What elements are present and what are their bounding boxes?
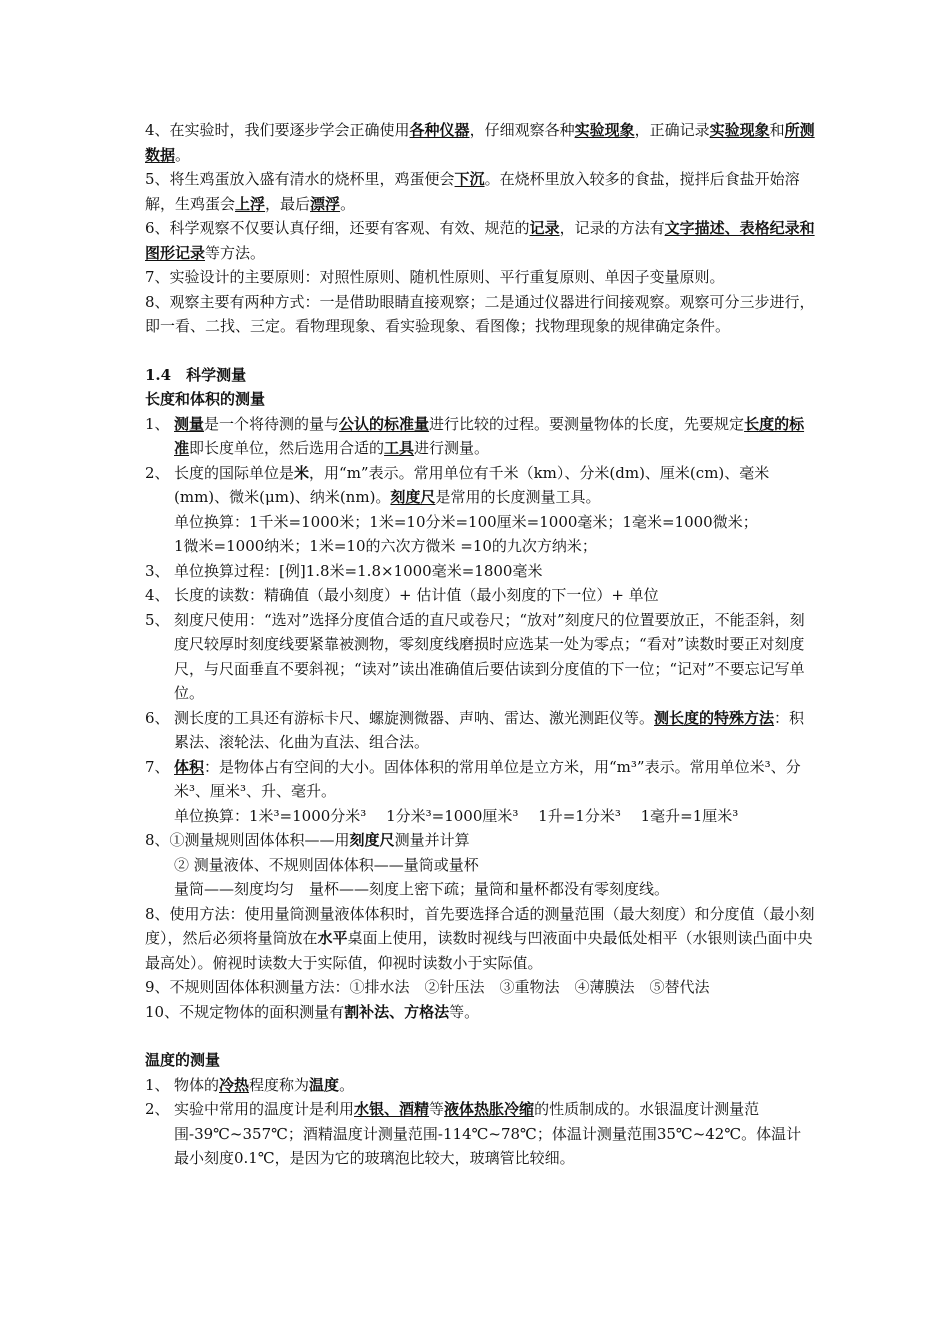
sub-line: 量筒——刻度均匀 量杯——刻度上密下疏；量筒和量杯都没有零刻度线。: [174, 880, 670, 898]
item-number: 6、: [145, 708, 170, 727]
text: 测量并计算: [394, 831, 470, 849]
text: 长度的国际单位是: [174, 463, 295, 482]
document-page: [145, 118, 815, 1171]
text: 和: [769, 121, 785, 139]
text: 即长度单位，然后选用合适的: [189, 439, 385, 457]
list-item: [145, 412, 815, 461]
text: 10、不规定物体的面积测量有: [145, 1002, 345, 1021]
text: 是常用的长度测量工具。: [435, 488, 601, 506]
text: 长度的读数：精确值（最小刻度）+ 估计值（最小刻度的下一位）+ 单位: [174, 586, 659, 604]
keyword: 上浮: [235, 194, 266, 213]
text: ：积累法、滚轮法、化曲为直法、组合法。: [174, 708, 805, 751]
keyword: 各种仪器: [409, 121, 470, 139]
item-number: 2、: [145, 1100, 170, 1118]
keyword: 冷热: [219, 1075, 250, 1094]
list-item: [145, 706, 815, 755]
keyword: 温度: [309, 1075, 340, 1094]
list-item: [145, 755, 815, 804]
text: 进行测量。: [414, 439, 490, 457]
text: 桌面上使用，读数时视线与凹液面中央最低处相平（水银则读凸面中央最高处）。俯视时读数大于实际值，仰视时读数小于实际值。: [145, 929, 813, 972]
item-number: 3、: [145, 561, 170, 580]
text: 8、①测量规则固体体积——用: [145, 831, 350, 849]
paragraph-7: 7、实验设计的主要原则：对照性原则、随机性原则、平行重复原则、单因子变量原则。: [145, 268, 725, 286]
section-heading: 1.4 科学测量: [145, 365, 247, 384]
keyword: 测长度的特殊方法: [654, 708, 775, 727]
paragraph-usage: [145, 902, 815, 976]
text: ，用“m”表示。常用单位有千米（km）、分米(dm)、厘米(cm)、毫米(mm)、微米(μm)、纳米(nm)。: [174, 463, 770, 506]
text: 测长度的工具还有游标卡尺、螺旋测微器、声呐、雷达、激光测距仪等。: [174, 708, 655, 727]
paragraph-volume-measure: [145, 828, 815, 853]
list-item: [145, 559, 815, 584]
sub-line: ② 测量液体、不规则固体体积——量筒或量杯: [174, 855, 479, 874]
keyword: 刻度尺: [390, 488, 436, 506]
text: 8、使用方法：使用量筒测量液体体积时，首先要选择合适的测量范围（最大刻度）和分度值（最小刻度），然后必须将量筒放在: [145, 904, 815, 947]
keyword: 测量: [174, 414, 205, 433]
paragraph-area: [145, 1000, 815, 1025]
text: 4、在实验时，我们要逐步学会正确使用: [145, 121, 410, 139]
text: 。: [339, 1075, 355, 1094]
text: ，正确记录: [634, 121, 710, 139]
keyword: 体积: [174, 757, 205, 776]
keyword: 所测数据: [145, 121, 815, 164]
text: ，仔细观察各种: [469, 121, 575, 139]
list-item: [145, 608, 815, 706]
text: 5、将生鸡蛋放入盛有清水的烧杯里，鸡蛋便会: [145, 170, 455, 188]
conversion-line: 1微米=1000纳米；1米=10的六次方微米 =10的九次方纳米；: [174, 537, 597, 555]
paragraph-4: [145, 118, 815, 167]
text: 程度称为: [249, 1075, 310, 1094]
spacer: [145, 339, 815, 363]
conversion-line: 单位换算：1米³=1000分米³ 1分米³=1000厘米³ 1升=1分米³ 1毫升=1厘米³: [174, 806, 739, 825]
paragraph-irregular: 9、不规则固体体积测量方法：①排水法 ②针压法 ③重物法 ④薄膜法 ⑤替代法: [145, 978, 710, 996]
subsection-heading-length-volume: 长度和体积的测量: [145, 390, 266, 408]
text: 6、科学观察不仅要认真仔细，还要有客观、有效、规范的: [145, 219, 530, 237]
keyword: 米: [294, 463, 310, 482]
keyword: 割补法、方格法: [344, 1002, 450, 1021]
keyword: 实验现象: [574, 121, 635, 139]
paragraph-5: [145, 167, 815, 216]
item-number: 7、: [145, 757, 170, 776]
item-number: 4、: [145, 586, 170, 604]
list-item: [145, 583, 815, 608]
text: ，记录的方法有: [559, 219, 665, 237]
text: ：是物体占有空间的大小。固体体积的常用单位是立方米，用“m³”表示。常用单位米³、分米³、厘米³、升、毫升。: [174, 757, 801, 800]
keyword: 下沉: [454, 170, 485, 188]
item-number: 1、: [145, 414, 170, 433]
text: 单位换算过程：[例]1.8米=1.8×1000毫米=1800毫米: [174, 561, 543, 580]
keyword: 水平: [317, 929, 348, 947]
spacer: [145, 1024, 815, 1048]
text: 刻度尺使用：“选对”选择分度值合适的直尺或卷尺；“放对”刻度尺的位置要放正，不能歪斜，刻度尺较厚时刻度线要紧靠被测物，零刻度线磨损时应选某一处为零点；“看对”读数时要正对刻度尺，与尺面垂直不要斜视；“读对”读出准确值后要估读到分度值的下一位；“记对”不要忘记写单位。: [174, 610, 805, 702]
list-item: [145, 1073, 815, 1098]
text: 物体的: [174, 1075, 220, 1094]
item-number: 2、: [145, 463, 170, 482]
text: 。在烧杯里放入较多的食盐，搅拌后食盐开始溶解，生鸡蛋会: [145, 170, 800, 213]
keyword: 文字描述、表格纪录和图形记录: [145, 219, 815, 262]
text: 进行比较的过程。要测量物体的长度，先要规定: [429, 414, 745, 433]
paragraph-8: 8、观察主要有两种方式：一是借助眼睛直接观察；二是通过仪器进行间接观察。观察可分三步进行，即一看、二找、三定。看物理现象、看实验现象、看图像；找物理现象的规律确定条件。: [145, 292, 815, 335]
text: 等: [429, 1100, 445, 1118]
keyword: 漂浮: [310, 194, 341, 213]
paragraph-6: [145, 216, 815, 265]
list-item: [145, 1097, 815, 1171]
keyword: 公认的标准量: [339, 414, 430, 433]
keyword: 刻度尺: [349, 831, 395, 849]
text: ，最后: [265, 194, 311, 213]
keyword: 水银、酒精: [354, 1100, 430, 1118]
keyword: 记录: [529, 219, 560, 237]
item-number: 5、: [145, 610, 170, 629]
text: 实验中常用的温度计是利用: [174, 1100, 355, 1118]
keyword: 液体热胀冷缩: [444, 1100, 535, 1118]
text: 等方法。: [205, 243, 266, 262]
text: 的性质制成的。水银温度计测量范围-39℃~357℃；酒精温度计测量范围-114℃~78℃；体温计测量范围35℃~42℃。体温计最小刻度0.1℃，是因为它的玻璃泡比较大，玻璃管比较细。: [174, 1100, 802, 1167]
conversion-line: 单位换算：1千米=1000米；1米=10分米=100厘米=1000毫米；1毫米=1000微米；: [174, 512, 758, 531]
keyword: 工具: [384, 439, 415, 457]
text: 等。: [449, 1002, 480, 1021]
text: 是一个将待测的量与: [204, 414, 340, 433]
list-item: [145, 461, 815, 510]
text: 。: [175, 145, 191, 164]
subsection-heading-temperature: 温度的测量: [145, 1051, 221, 1069]
text: 。: [340, 194, 356, 213]
keyword: 长度的标准: [174, 414, 805, 457]
keyword: 实验现象: [709, 121, 770, 139]
item-number: 1、: [145, 1075, 170, 1094]
